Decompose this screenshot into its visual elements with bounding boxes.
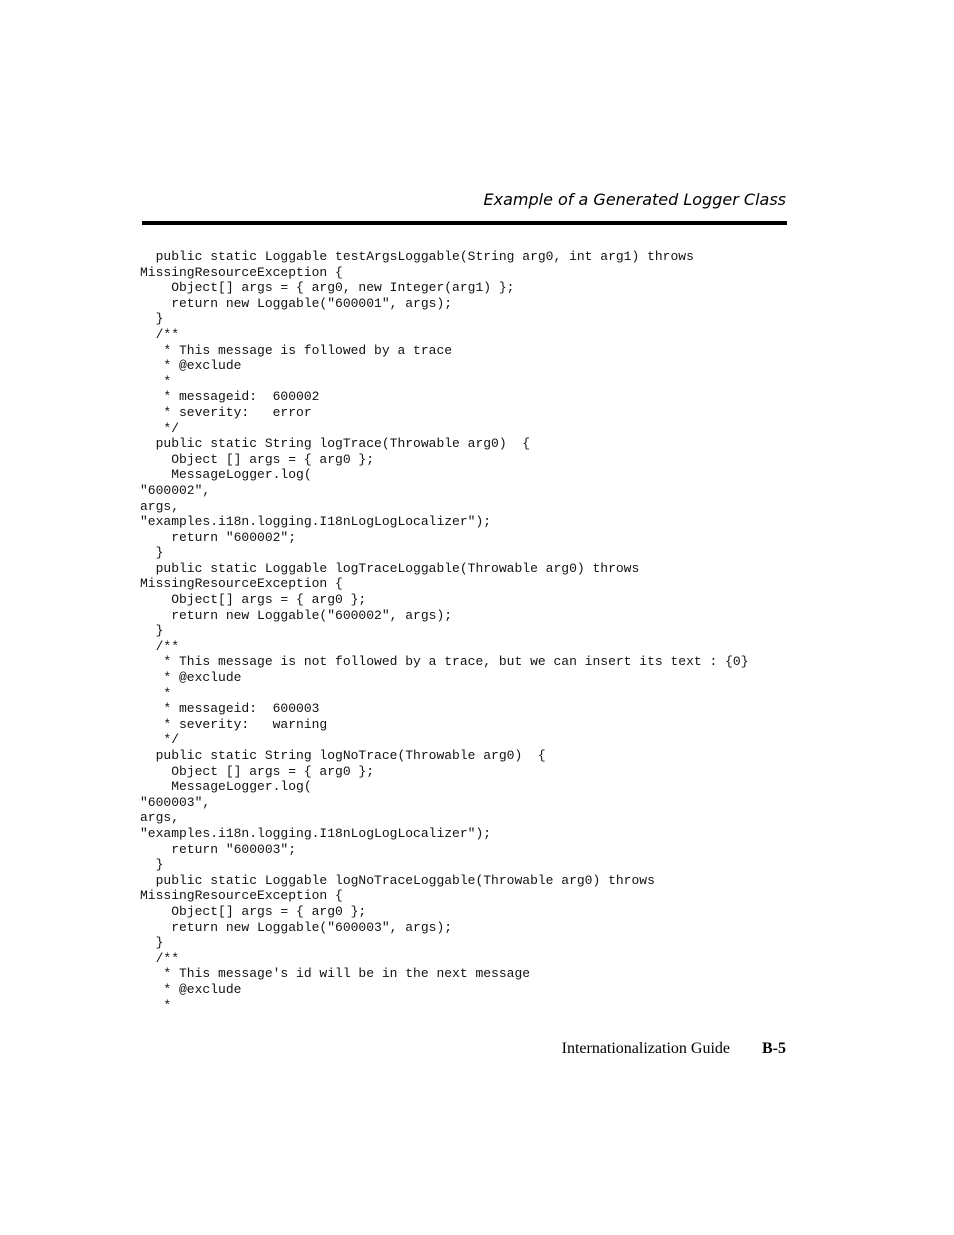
code-line: * messageid: 600002 xyxy=(140,389,320,405)
code-line: "600003", xyxy=(140,794,211,810)
page-footer xyxy=(140,1039,786,1059)
footer-document-title: Internationalization Guide xyxy=(561,1040,730,1057)
code-line: * severity: error xyxy=(140,404,312,420)
code-line: public static Loggable logTraceLoggable(Throwable arg0) throws xyxy=(140,560,640,576)
code-line: "600002", xyxy=(140,482,211,498)
code-line: return "600003"; xyxy=(140,841,297,857)
code-line: return "600002"; xyxy=(140,529,297,545)
code-line: } xyxy=(140,311,164,327)
code-line: return new Loggable("600001", args); xyxy=(140,295,453,311)
code-line: * messageid: 600003 xyxy=(140,701,320,717)
header-rule xyxy=(142,221,787,225)
code-line: public static String logTrace(Throwable arg0) { xyxy=(140,436,531,452)
code-line: * xyxy=(140,997,172,1013)
code-line: } xyxy=(140,545,164,561)
code-line: } xyxy=(140,857,164,873)
code-listing xyxy=(140,249,786,1013)
footer-page-number: B-5 xyxy=(762,1040,786,1057)
code-line: * This message is followed by a trace xyxy=(140,342,453,358)
code-line: /** xyxy=(140,950,180,966)
page-header-title: Example of a Generated Logger Class xyxy=(483,190,786,209)
code-line: return new Loggable("600003", args); xyxy=(140,919,453,935)
code-line: * xyxy=(140,685,172,701)
code-line: * This message's id will be in the next message xyxy=(140,966,531,982)
code-line: */ xyxy=(140,732,180,748)
code-line: Object[] args = { arg0, new Integer(arg1) }; xyxy=(140,280,515,296)
code-line: Object [] args = { arg0 }; xyxy=(140,451,375,467)
code-line: * @exclude xyxy=(140,670,242,686)
code-line: MissingResourceException { xyxy=(140,264,343,280)
code-line: "examples.i18n.logging.I18nLogLogLocalizer"); xyxy=(140,825,492,841)
code-line: MessageLogger.log( xyxy=(140,467,312,483)
code-line: MissingResourceException { xyxy=(140,888,343,904)
code-line: } xyxy=(140,623,164,639)
code-line: public static Loggable logNoTraceLoggable(Throwable arg0) throws xyxy=(140,872,655,888)
code-line: * xyxy=(140,373,172,389)
code-line: args, xyxy=(140,498,180,514)
code-line: "examples.i18n.logging.I18nLogLogLocalizer"); xyxy=(140,514,492,530)
code-line: MessageLogger.log( xyxy=(140,779,312,795)
code-line: /** xyxy=(140,638,180,654)
code-line: return new Loggable("600002", args); xyxy=(140,607,453,623)
code-line: args, xyxy=(140,810,180,826)
code-line: Object[] args = { arg0 }; xyxy=(140,903,367,919)
code-line: * @exclude xyxy=(140,358,242,374)
code-line: * severity: warning xyxy=(140,716,328,732)
code-line: Object[] args = { arg0 }; xyxy=(140,592,367,608)
code-line: public static Loggable testArgsLoggable(String arg0, int arg1) throws xyxy=(140,249,694,264)
code-line: public static String logNoTrace(Throwable arg0) { xyxy=(140,748,546,763)
code-line: } xyxy=(140,935,164,951)
code-line: */ xyxy=(140,420,180,436)
code-line: /** xyxy=(140,326,180,342)
code-line: MissingResourceException { xyxy=(140,576,343,592)
code-line: * @exclude xyxy=(140,981,242,997)
code-line: Object [] args = { arg0 }; xyxy=(140,763,375,779)
code-line: * This message is not followed by a trace, but we can insert its text : {0} xyxy=(140,654,749,670)
